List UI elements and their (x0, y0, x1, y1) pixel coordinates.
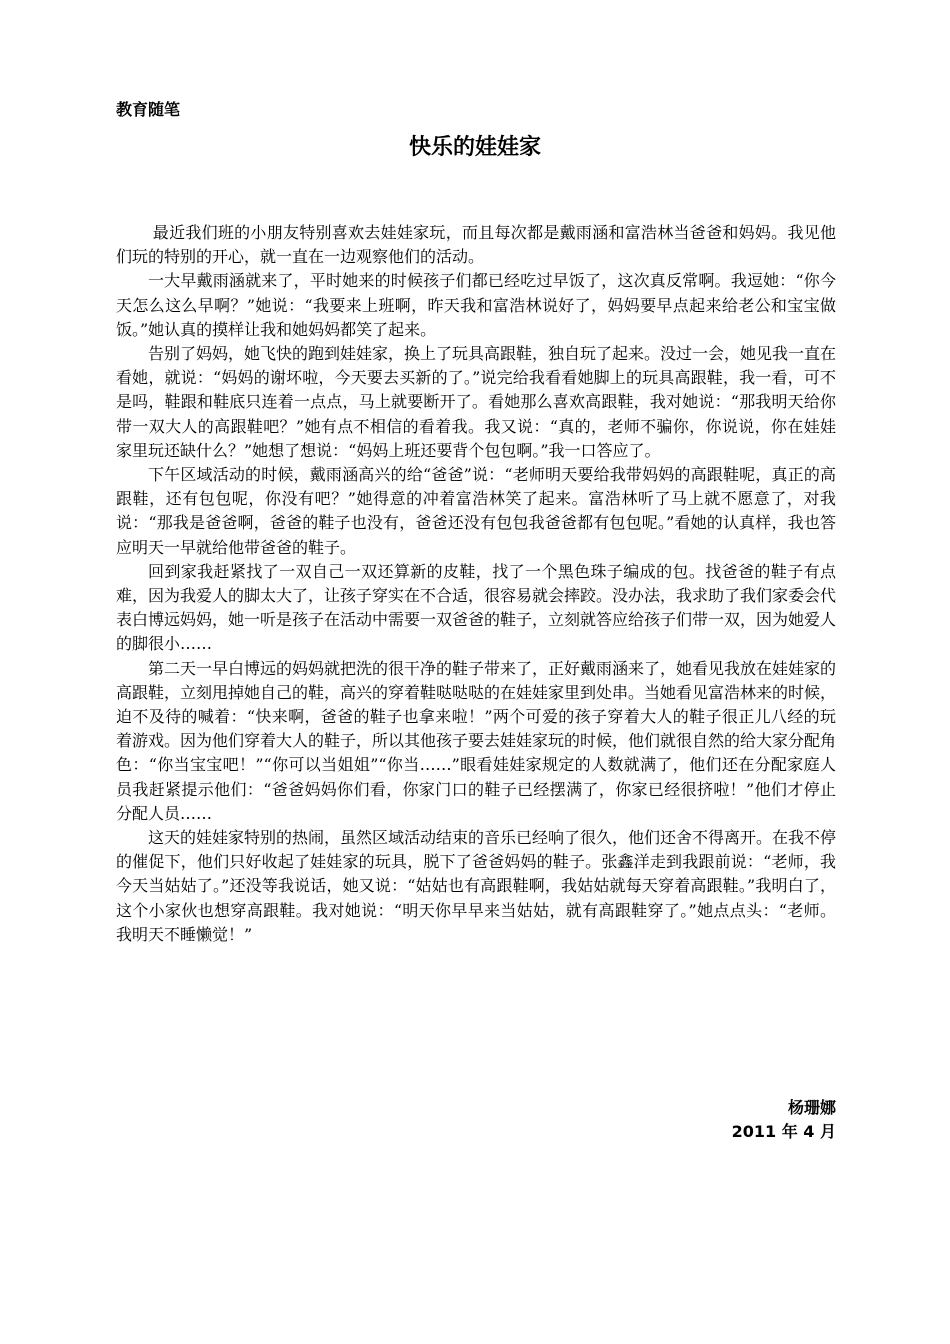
body-paragraph: 告别了妈妈，她飞快的跑到娃娃家，换上了玩具高跟鞋，独自玩了起来。没过一会，她见我一直在看她，就说：“妈妈的谢坏啦，今天要去买新的了。”说完给我看看她脚上的玩具高跟鞋，我一看，可不是吗，鞋跟和鞋底只连着一点点，马上就要断开了。看她那么喜欢高跟鞋，我对她说：“那我明天给你带一双大人的高跟鞋吧？”她有点不相信的看着我。我又说：“真的，老师不骗你，你说说，你在娃娃家里玩还缺什么？”她想了想说：“妈妈上班还要背个包包啊。”我一口答应了。 (116, 344, 837, 460)
document-body (116, 221, 836, 947)
body-paragraph: 第二天一早白博远的妈妈就把洗的很干净的鞋子带来了，正好戴雨涵来了，她看见我放在娃娃家的高跟鞋，立刻甩掉她自己的鞋，高兴的穿着鞋哒哒哒的在娃娃家里到处串。当她看见富浩林来的时候，迫不及待的喊着：“快来啊，爸爸的鞋子也拿来啦！”两个可爱的孩子穿着大人的鞋子很正儿八经的玩着游戏。因为他们穿着大人的鞋子，所以其他孩子要去娃娃家玩的时候，他们就很自然的给大家分配角色：“你当宝宝吧！”“你可以当姐姐”“你当……”眼看娃娃家规定的人数就满了，他们还在分配家庭人员我赶紧提示他们：“爸爸妈妈你们看，你家门口的鞋子已经摆满了，你家已经很挤啦！”他们才停止分配人员…… (116, 658, 837, 823)
document-date: 2011 年 4 月 (731, 1122, 836, 1141)
body-paragraph: 回到家我赶紧找了一双自己一双还算新的皮鞋，找了一个黑色珠子编成的包。找爸爸的鞋子有点难，因为我爱人的脚太大了，让孩子穿实在不合适，很容易就会摔跤。没办法，我求助了我们家委会代表白博远妈妈，她一听是孩子在活动中需要一双爸爸的鞋子，立刻就答应给孩子们带一双，因为她爱人的脚很小…… (116, 561, 837, 654)
document-category: 教育随笔 (116, 100, 181, 119)
body-paragraph: 下午区域活动的时候，戴雨涵高兴的给“爸爸”说：“老师明天要给我带妈妈的高跟鞋呢，真正的高跟鞋，还有包包呢，你没有吧？”她得意的冲着富浩林笑了起来。富浩林听了马上就不愿意了，对我说：“那我是爸爸啊，爸爸的鞋子也没有，爸爸还没有包包我爸爸都有包包呢。”看她的认真样，我也答应明天一早就给他带爸爸的鞋子。 (116, 465, 836, 557)
body-paragraph: 一大早戴雨涵就来了，平时她来的时候孩子们都已经吃过早饭了，这次真反常啊。我逗她：“你今天怎么这么早啊？”她说：“我要来上班啊，昨天我和富浩林说好了，妈妈要早点起来给老公和宝宝做饭。”她认真的摸样让我和她妈妈都笑了起来。 (116, 271, 836, 339)
author-name: 杨珊娜 (787, 1098, 836, 1117)
body-paragraph: 最近我们班的小朋友特别喜欢去娃娃家玩，而且每次都是戴雨涵和富浩林当爸爸和妈妈。我见他们玩的特别的开心，就一直在一边观察他们的活动。 (116, 223, 836, 267)
signature-block (732, 1096, 836, 1144)
document-title: 快乐的娃娃家 (408, 135, 541, 160)
body-paragraph: 这天的娃娃家特别的热闹，虽然区域活动结束的音乐已经响了很久，他们还舍不得离开。在我不停的催促下，他们只好收起了娃娃家的玩具，脱下了爸爸妈妈的鞋子。张鑫洋走到我跟前说：“老师，我今天当姑姑了。”还没等我说话，她又说：“姑姑也有高跟鞋啊，我姑姑就每天穿着高跟鞋。”我明白了，这个小家伙也想穿高跟鞋。我对她说：“明天你早早来当姑姑，就有高跟鞋穿了。”她点点头：“老师。我明天不睡懒觉！” (116, 828, 837, 944)
